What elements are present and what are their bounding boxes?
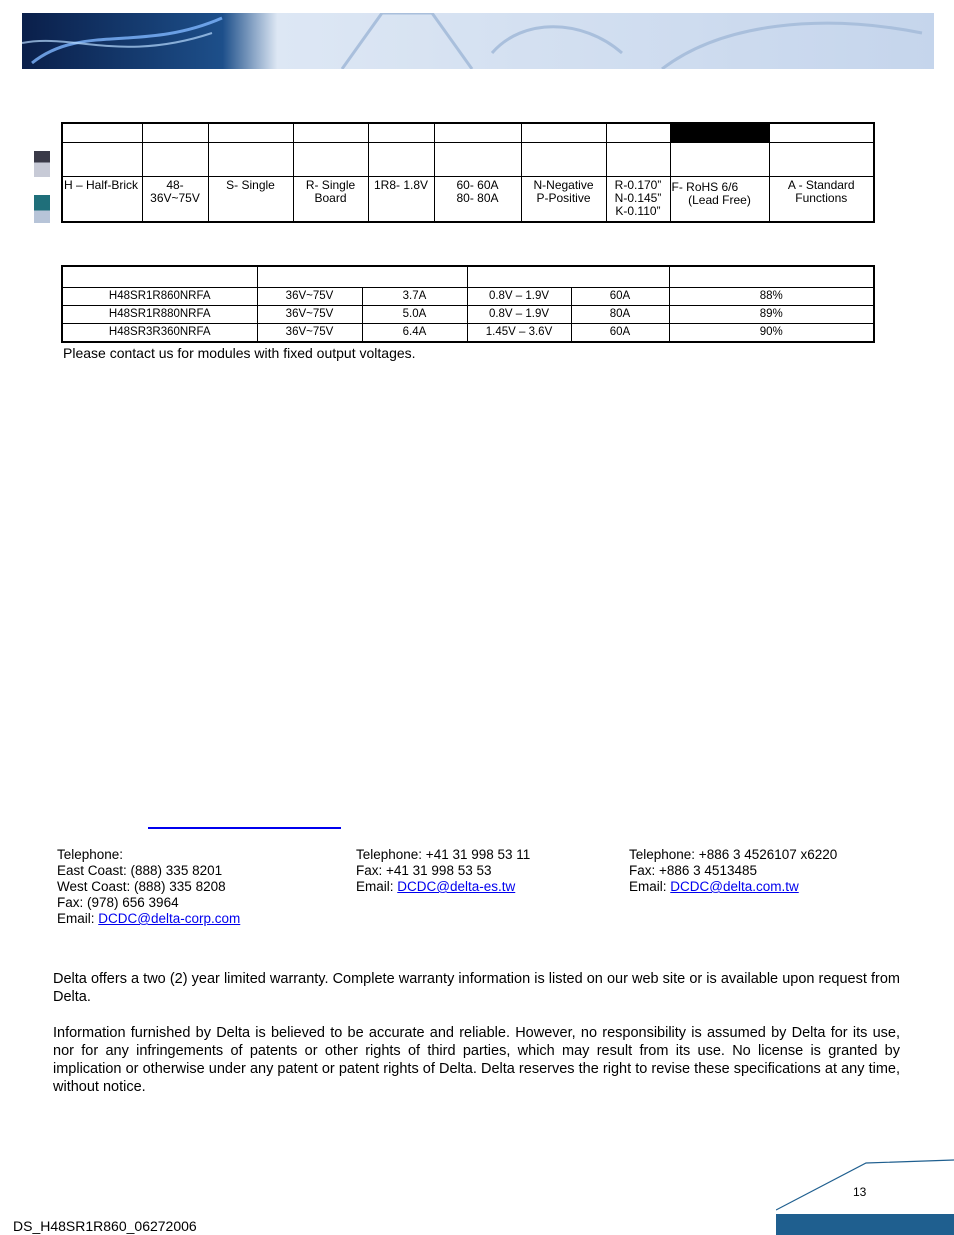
email-link[interactable]: DCDC@delta-corp.com bbox=[98, 911, 241, 926]
table-cell bbox=[208, 143, 293, 177]
table-cell: 80A bbox=[571, 306, 669, 324]
cell-line: H – Half-Brick bbox=[64, 178, 139, 192]
table-cell bbox=[521, 123, 606, 143]
contact-line: East Coast: (888) 335 8201 bbox=[57, 863, 223, 878]
header-banner bbox=[22, 13, 934, 69]
cell-line: 1R8- 1.8V bbox=[373, 178, 429, 192]
document-id: DS_H48SR1R860_06272006 bbox=[13, 1218, 197, 1234]
email-link[interactable]: DCDC@delta.com.tw bbox=[670, 879, 799, 894]
header-cell bbox=[669, 266, 874, 288]
table-cell bbox=[62, 177, 142, 223]
contact-line: Fax: +41 31 998 53 53 bbox=[356, 863, 492, 878]
disclaimer-text: Information furnished by Delta is believed to be accurate and reliable. However, no responsibility is assumed by Delta for its use, nor for any infringements of patents or other rights of third parties, which may result from its use. No license is granted by implication or otherwise under any patent or patent rights of Delta. Delta reserves the right to revise these specifications at any time, without notice. bbox=[53, 1025, 900, 1095]
header-cell bbox=[467, 266, 669, 288]
table-cell bbox=[521, 143, 606, 177]
cell-line: N-0.145” bbox=[614, 191, 662, 205]
table-cell: 0.8V – 1.9V bbox=[467, 288, 571, 306]
contact-line: Fax: (978) 656 3964 bbox=[57, 895, 179, 910]
table-cell: 0.8V – 1.9V bbox=[467, 306, 571, 324]
table-cell bbox=[434, 177, 521, 223]
table-cell bbox=[293, 143, 368, 177]
table-cell bbox=[208, 123, 293, 143]
table-cell bbox=[142, 143, 208, 177]
contact-line: Telephone: +886 3 4526107 x6220 bbox=[629, 847, 838, 862]
table-cell bbox=[368, 143, 434, 177]
contact-line: Telephone: +41 31 998 53 11 bbox=[356, 847, 531, 862]
cell-line: A - Standard bbox=[787, 178, 855, 192]
table-cell bbox=[670, 177, 769, 223]
table-cell bbox=[769, 143, 874, 177]
table-cell bbox=[521, 177, 606, 223]
table-cell bbox=[434, 123, 521, 143]
fixed-voltage-note: Please contact us for modules with fixed output voltages. bbox=[63, 345, 416, 361]
table-cell: 90% bbox=[669, 324, 874, 343]
table-cell bbox=[368, 177, 434, 223]
table-row bbox=[62, 324, 874, 343]
cell-line: Functions bbox=[795, 191, 848, 205]
contact-line: Fax: +886 3 4513485 bbox=[629, 863, 757, 878]
table-cell bbox=[769, 123, 874, 143]
contact-europe bbox=[356, 847, 530, 895]
table-cell: H48SR1R860NRFA bbox=[62, 288, 257, 306]
cell-line: 80- 80A bbox=[456, 191, 499, 205]
banner-graphic bbox=[22, 13, 934, 69]
table-cell bbox=[293, 123, 368, 143]
contact-email-line bbox=[57, 911, 240, 927]
table-header-row bbox=[62, 266, 874, 288]
table-cell bbox=[142, 177, 208, 223]
cell-line: Board bbox=[314, 191, 347, 205]
table-cell: 36V~75V bbox=[257, 306, 362, 324]
warranty-text: Delta offers a two (2) year limited warranty. Complete warranty information is listed on our web site or is available upon request from Delta. bbox=[53, 971, 900, 1005]
table-cell bbox=[62, 123, 142, 143]
cell-line: R-0.170” bbox=[614, 178, 662, 192]
table-cell: 1.45V – 3.6V bbox=[467, 324, 571, 343]
email-label: Email: bbox=[356, 879, 398, 894]
table-cell: 36V~75V bbox=[257, 288, 362, 306]
table-cell: 60A bbox=[571, 324, 669, 343]
table-cell bbox=[606, 143, 670, 177]
swatch-teal bbox=[34, 195, 50, 223]
table-cell bbox=[434, 143, 521, 177]
table-cell bbox=[208, 177, 293, 223]
table-cell: 36V~75V bbox=[257, 324, 362, 343]
table-row bbox=[62, 123, 874, 143]
email-label: Email: bbox=[629, 879, 671, 894]
table-row bbox=[62, 143, 874, 177]
table-cell: 5.0A bbox=[362, 306, 467, 324]
swatch-gray bbox=[34, 151, 50, 177]
table-cell: 6.4A bbox=[362, 324, 467, 343]
table-row bbox=[62, 177, 874, 223]
table-cell: H48SR3R360NRFA bbox=[62, 324, 257, 343]
header-cell bbox=[257, 266, 467, 288]
table-cell bbox=[293, 177, 368, 223]
cell-line: (Lead Free) bbox=[688, 193, 751, 207]
cell-line: P-Positive bbox=[536, 191, 591, 205]
table-cell bbox=[606, 177, 670, 223]
email-label: Email: bbox=[57, 911, 99, 926]
table-cell: 60A bbox=[571, 288, 669, 306]
table-cell bbox=[606, 123, 670, 143]
table-row bbox=[62, 306, 874, 324]
table-cell bbox=[670, 123, 769, 143]
cell-line: 48- bbox=[166, 178, 184, 192]
cell-line: R- Single bbox=[305, 178, 356, 192]
contact-line: Telephone: bbox=[57, 847, 124, 862]
cell-line: S- Single bbox=[226, 178, 275, 192]
contact-asia bbox=[629, 847, 837, 895]
cell-line: K-0.110” bbox=[615, 204, 661, 218]
website-link-underline[interactable] bbox=[148, 827, 341, 829]
table-cell: 3.7A bbox=[362, 288, 467, 306]
table-cell: 89% bbox=[669, 306, 874, 324]
table-cell: 88% bbox=[669, 288, 874, 306]
table-row bbox=[62, 288, 874, 306]
contact-email-line bbox=[629, 879, 837, 895]
email-link[interactable]: DCDC@delta-es.tw bbox=[397, 879, 516, 894]
table-cell: H48SR1R880NRFA bbox=[62, 306, 257, 324]
table-cell bbox=[769, 177, 874, 223]
cell-line: 36V~75V bbox=[150, 191, 200, 205]
contact-line: West Coast: (888) 335 8208 bbox=[57, 879, 226, 894]
header-cell bbox=[62, 266, 257, 288]
table-cell bbox=[368, 123, 434, 143]
part-numbering-table bbox=[61, 122, 875, 223]
table-cell bbox=[670, 143, 769, 177]
cell-line: N-Negative bbox=[533, 178, 594, 192]
cell-line: 60- 60A bbox=[456, 178, 499, 192]
contact-email-line bbox=[356, 879, 530, 895]
contact-usa bbox=[57, 847, 240, 927]
model-list-table bbox=[61, 265, 875, 343]
table-cell bbox=[62, 143, 142, 177]
table-cell bbox=[142, 123, 208, 143]
cell-line: F- RoHS 6/6 bbox=[671, 180, 739, 194]
page-number: 13 bbox=[853, 1185, 867, 1199]
